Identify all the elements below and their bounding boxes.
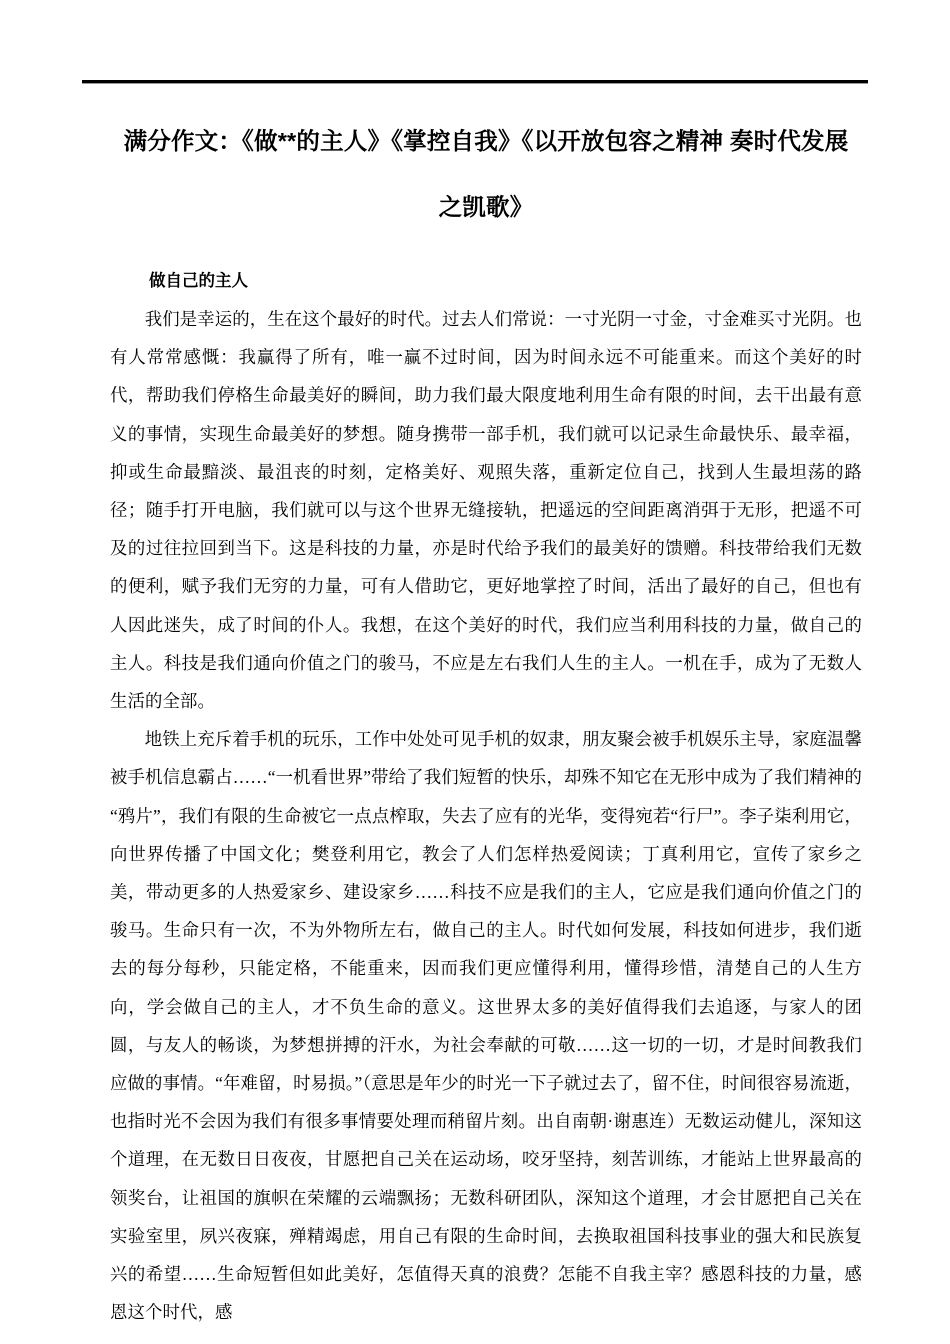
body-paragraph-1: 我们是幸运的，生在这个最好的时代。过去人们常说：一寸光阴一寸金，寸金难买寸光阴。也有人常常感慨：我赢得了所有，唯一赢不过时间，因为时间永远不可能重来。而这个美好的时代，帮助我们停格生命最美好的瞬间，助力我们最大限度地利用生命有限的时间，去干出最有意义的事情，实现生命最美好的梦想。随身携带一部手机，我们就可以记录生命最快乐、最幸福，抑或生命最黯淡、最沮丧的时刻，定格美好、观照失落，重新定位自己，找到人生最坦荡的路径；随手打开电脑，我们就可以与这个世界无缝接轨，把遥远的空间距离消弭于无形，把遥不可及的过往拉回到当下。这是科技的力量，亦是时代给予我们的最美好的馈赠。科技带给我们无数的便利，赋予我们无穷的力量，可有人借助它，更好地掌控了时间，活出了最好的自己，但也有人因此迷失，成了时间的仆人。我想，在这个美好的时代，我们应当利用科技的力量，做自己的主人。科技是我们通向价值之门的骏马，不应是左右我们人生的主人。一机在手，成为了无数人生活的全部。 — [110, 309, 862, 712]
section-heading: 做自己的主人 — [149, 272, 248, 290]
document-content — [110, 108, 862, 1331]
header-rule-container — [0, 80, 950, 88]
body-paragraph-2: 地铁上充斥着手机的玩乐，工作中处处可见手机的奴隶，朋友聚会被手机娱乐主导，家庭温馨被手机信息霸占……“一机看世界”带给了我们短暂的快乐，却殊不知它在无形中成为了我们精神的“鸦片”，我们有限的生命被它一点点榨取，失去了应有的光华，变得宛若“行尸”。李子柒利用它，向世界传播了中国文化；樊登利用它，教会了人们怎样热爱阅读；丁真利用它，宣传了家乡之美，带动更多的人热爱家乡、建设家乡……科技不应是我们的主人，它应是我们通向价值之门的骏马。生命只有一次，不为外物所左右，做自己的主人。时代如何发展，科技如何进步，我们逝去的每分每秒，只能定格，不能重来，因而我们更应懂得利用，懂得珍惜，清楚自己的人生方向，学会做自己的主人，才不负生命的意义。这世界太多的美好值得我们去追逐，与家人的团圆，与友人的畅谈，为梦想拼搏的汗水，为社会奉献的可敬……这一切的一切，才是时间教我们应做的事情。“年难留，时易损。”（意思是年少的时光一下子就过去了，留不住，时间很容易流逝，也指时光不会因为我们有很多事情要处理而稍留片刻。出自南朝·谢惠连）无数运动健儿，深知这个道理，在无数日日夜夜，甘愿把自己关在运动场，咬牙坚持，刻苦训练，才能站上世界最高的领奖台，让祖国的旗帜在荣耀的云端飘扬；无数科研团队，深知这个道理，才会甘愿把自己关在实验室里，夙兴夜寐，殚精竭虑，用自己有限的生命时间，去换取祖国科技事业的强大和民族复兴的希望……生命短暂但如此美好，怎值得天真的浪费？怎能不自我主宰？感恩科技的力量，感恩这个时代，感 — [110, 729, 862, 1323]
horizontal-rule-shadow — [82, 83, 868, 84]
document-title: 满分作文：《做**的主人》《掌控自我》《以开放包容之精神 奏时代发展之凯歌》 — [123, 128, 849, 220]
